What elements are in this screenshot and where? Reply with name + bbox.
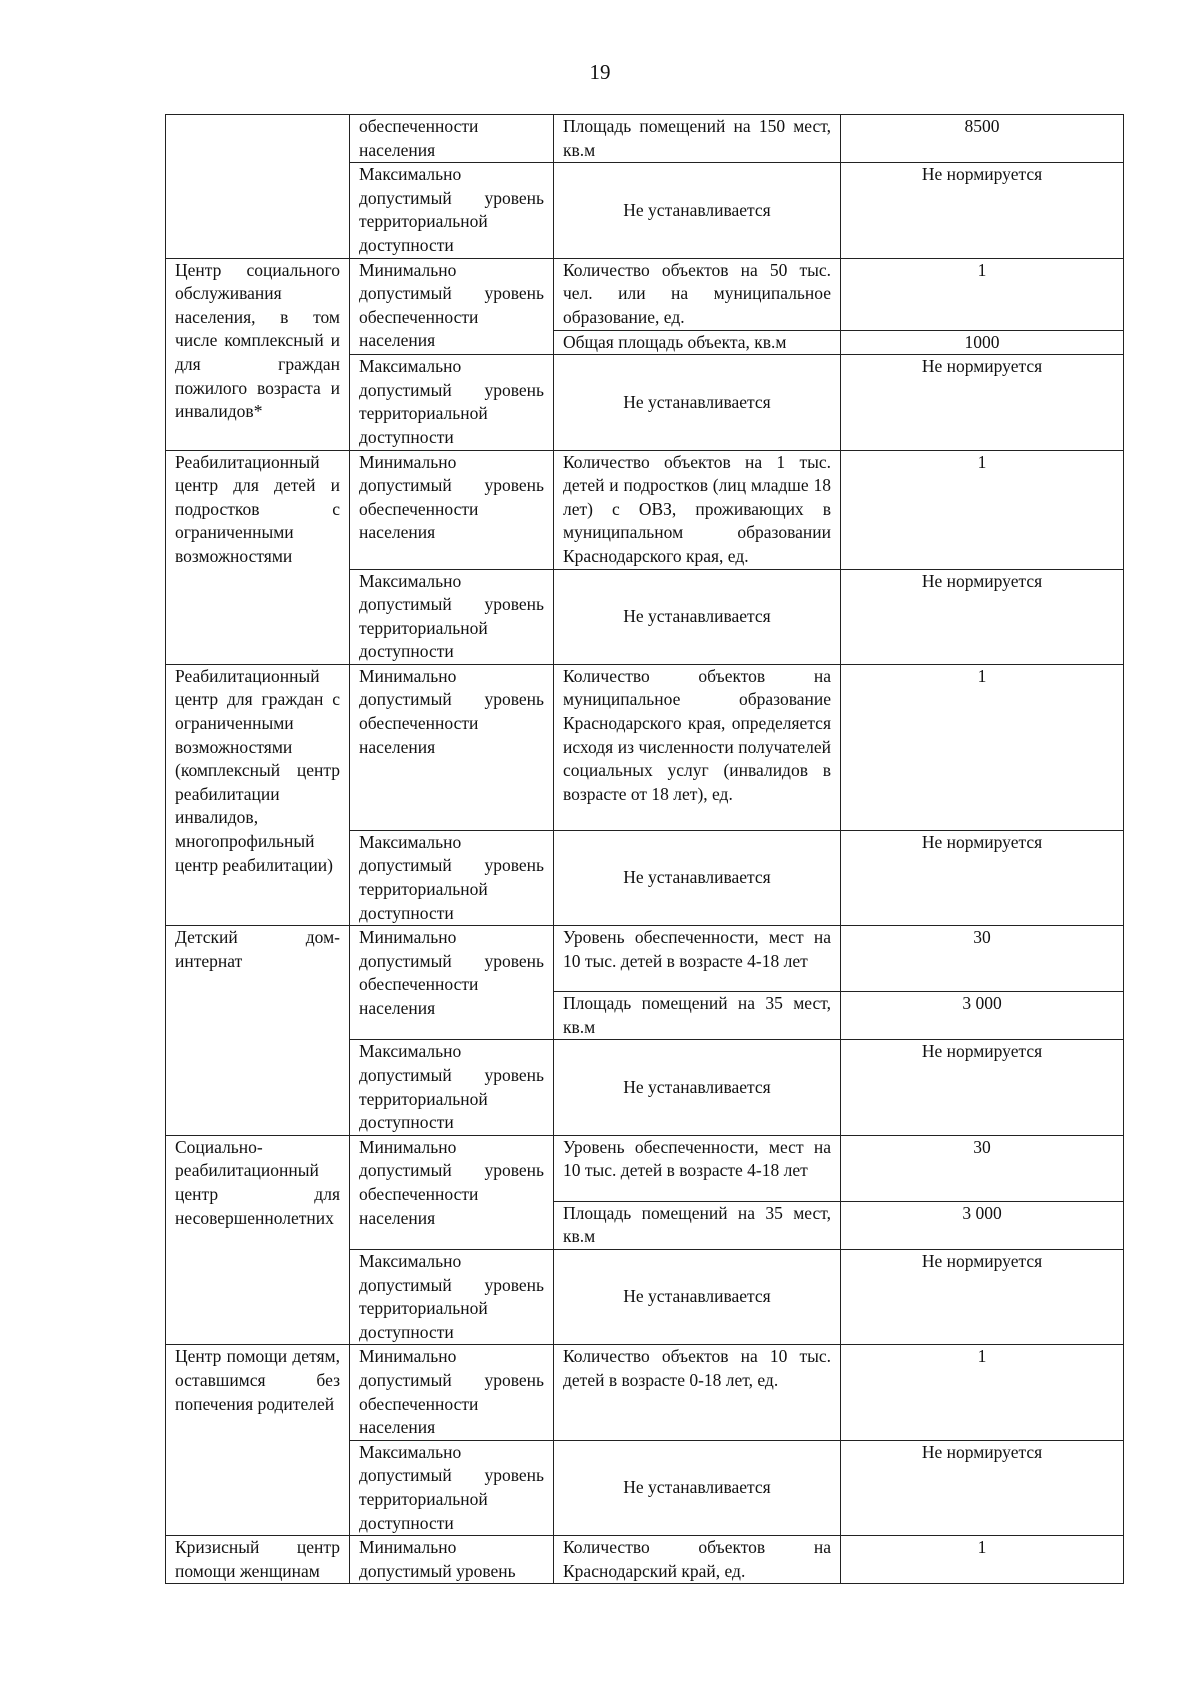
indicator-cell: Не устанавливается (554, 163, 841, 258)
table-row (166, 1345, 1124, 1440)
indicator-cell: Не устанавливается (554, 830, 841, 925)
standard-type-cell: Максимально допустимый уровень территориальной доступности (350, 1040, 554, 1135)
object-name-cell: Социально-реабилитационный центр для несовершеннолетних (166, 1135, 350, 1345)
indicator-cell: Не устанавливается (554, 355, 841, 450)
value-cell: 1 (841, 258, 1124, 330)
object-name-cell: Кризисный центр помощи женщинам (166, 1536, 350, 1584)
indicator-cell: Площадь помещений на 35 мест, кв.м (554, 1201, 841, 1249)
indicator-cell: Уровень обеспеченности, мест на 10 тыс. детей в возрасте 4-18 лет (554, 926, 841, 992)
standard-type-cell: Максимально допустимый уровень территориальной доступности (350, 1250, 554, 1345)
value-cell: 1 (841, 1536, 1124, 1584)
standard-type-cell: Минимально допустимый уровень обеспеченности населения (350, 450, 554, 569)
indicator-cell: Не устанавливается (554, 1440, 841, 1535)
table-row (166, 450, 1124, 569)
standard-type-cell: Минимально допустимый уровень обеспеченности населения (350, 1135, 554, 1249)
value-cell: Не нормируется (841, 1440, 1124, 1535)
standard-type-cell: обеспеченности населения (350, 115, 554, 163)
value-cell: Не нормируется (841, 1040, 1124, 1135)
table-row (166, 664, 1124, 830)
standard-type-cell: Минимально допустимый уровень обеспеченности населения (350, 1345, 554, 1440)
object-name-cell: Детский дом-интернат (166, 926, 350, 1136)
indicator-cell: Количество объектов на 50 тыс. чел. или на муниципальное образование, ед. (554, 258, 841, 330)
standard-type-cell: Максимально допустимый уровень территориальной доступности (350, 1440, 554, 1535)
value-cell: 1 (841, 1345, 1124, 1440)
table-row (166, 1536, 1124, 1584)
standards-table (165, 114, 1124, 1584)
indicator-cell: Не устанавливается (554, 1250, 841, 1345)
table-row (166, 115, 1124, 163)
standard-type-cell: Максимально допустимый уровень территориальной доступности (350, 163, 554, 258)
indicator-cell: Не устанавливается (554, 569, 841, 664)
standard-type-cell: Минимально допустимый уровень (350, 1536, 554, 1584)
value-cell: 8500 (841, 115, 1124, 163)
value-cell: Не нормируется (841, 1250, 1124, 1345)
standard-type-cell: Минимально допустимый уровень обеспеченности населения (350, 926, 554, 1040)
table-row (166, 926, 1124, 992)
indicator-cell: Количество объектов на 1 тыс. детей и подростков (лиц младше 18 лет) с ОВЗ, проживающих в муниципальном образовании Краснодарского края, ед. (554, 450, 841, 569)
value-cell: Не нормируется (841, 830, 1124, 925)
object-name-cell: Реабилитационный центр для граждан с ограниченными возможностями (комплексный центр реабилитации инвалидов, многопрофильный центр реабилитации) (166, 664, 350, 925)
indicator-cell: Не устанавливается (554, 1040, 841, 1135)
indicator-cell: Количество объектов на Краснодарский край, ед. (554, 1536, 841, 1584)
indicator-cell: Уровень обеспеченности, мест на 10 тыс. детей в возрасте 4-18 лет (554, 1135, 841, 1201)
table-row (166, 258, 1124, 330)
indicator-cell: Площадь помещений на 150 мест, кв.м (554, 115, 841, 163)
value-cell: 3 000 (841, 1201, 1124, 1249)
value-cell: 1 (841, 664, 1124, 830)
object-name-cell (166, 115, 350, 259)
standard-type-cell: Максимально допустимый уровень территориальной доступности (350, 355, 554, 450)
indicator-cell: Площадь помещений на 35 мест, кв.м (554, 992, 841, 1040)
indicator-cell: Количество объектов на муниципальное образование Краснодарского края, определяется исходя из численности получателей социальных услуг (инвалидов в возрасте от 18 лет), ед. (554, 664, 841, 830)
object-name-cell: Реабилитационный центр для детей и подростков с ограниченными возможностями (166, 450, 350, 664)
indicator-cell: Количество объектов на 10 тыс. детей в возрасте 0-18 лет, ед. (554, 1345, 841, 1440)
value-cell: Не нормируется (841, 569, 1124, 664)
value-cell: Не нормируется (841, 163, 1124, 258)
value-cell: 1 (841, 450, 1124, 569)
value-cell: 3 000 (841, 992, 1124, 1040)
object-name-cell: Центр помощи детям, оставшимся без попечения родителей (166, 1345, 350, 1536)
standard-type-cell: Минимально допустимый уровень обеспеченности населения (350, 258, 554, 355)
value-cell: Не нормируется (841, 355, 1124, 450)
standard-type-cell: Максимально допустимый уровень территориальной доступности (350, 830, 554, 925)
table-row (166, 1135, 1124, 1201)
value-cell: 30 (841, 1135, 1124, 1201)
indicator-cell: Общая площадь объекта, кв.м (554, 330, 841, 355)
value-cell: 30 (841, 926, 1124, 992)
object-name-cell: Центр социального обслуживания населения, в том числе комплексный и для граждан пожилого возраста и инвалидов* (166, 258, 350, 450)
standard-type-cell: Максимально допустимый уровень территориальной доступности (350, 569, 554, 664)
page-number: 19 (589, 60, 611, 84)
standard-type-cell: Минимально допустимый уровень обеспеченности населения (350, 664, 554, 830)
value-cell: 1000 (841, 330, 1124, 355)
